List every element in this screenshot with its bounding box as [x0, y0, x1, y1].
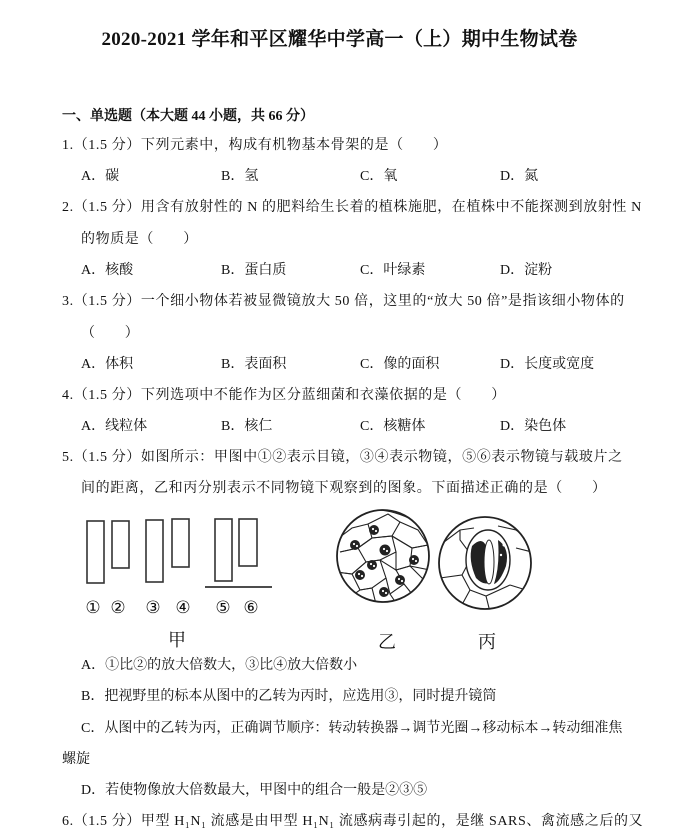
- q5-option-d: D．若使物像放大倍数最大，甲图中的组合一般是②③⑤: [81, 783, 428, 798]
- eyepiece-2: [112, 521, 129, 568]
- numeral-6: ⑥: [243, 598, 259, 617]
- question-1-stem: 1.（1.5 分）下列元素中，构成有机物基本骨架的是（ ）: [62, 138, 448, 153]
- distance-6-lens: [239, 519, 257, 566]
- microscope-figure: [0, 500, 679, 660]
- q5-option-c-cont: 螺旋: [62, 752, 90, 767]
- distance-5-lens: [215, 519, 232, 581]
- q3-option-c: C．像的面积: [360, 357, 440, 372]
- question-4-stem: 4.（1.5 分）下列选项中不能作为区分蓝细菌和衣藻依据的是（ ）: [62, 388, 506, 403]
- view-yi: [336, 510, 430, 606]
- figure-jia: [87, 519, 272, 587]
- q1-option-c: C．氧: [360, 169, 398, 184]
- q3-option-b: B．表面积: [221, 357, 287, 372]
- q5-option-a: A．①比②的放大倍数大，③比④放大倍数小: [81, 658, 358, 673]
- q4-option-b: B．核仁: [221, 419, 273, 434]
- q2-option-c: C．叶绿素: [360, 263, 426, 278]
- exam-title: 2020-2021 学年和平区耀华中学高一（上）期中生物试卷: [101, 29, 578, 50]
- label-yi: 乙: [378, 632, 396, 652]
- label-jia: 甲: [168, 630, 186, 650]
- section-heading: 一、单选题（本大题 44 小题，共 66 分）: [62, 109, 314, 124]
- question-2-stem: 2.（1.5 分）用含有放射性的 N 的肥料给生长着的植株施肥，在植株中不能探测到放射性 N: [62, 200, 642, 215]
- q2-option-b: B．蛋白质: [221, 263, 287, 278]
- view-bing: [439, 517, 532, 612]
- question-5-stem-cont: 间的距离，乙和丙分别表示不同物镜下观察到的图象。下面描述正确的是（ ）: [81, 481, 607, 496]
- numeral-4: ④: [175, 598, 191, 617]
- q5-option-c: C．从图中的乙转为丙，正确调节顺序：转动转换器→调节光圈→移动标本→转动细准焦: [81, 721, 623, 736]
- q4-option-d: D．染色体: [500, 419, 567, 434]
- q4-option-a: A．线粒体: [81, 419, 148, 434]
- question-3-stem: 3.（1.5 分）一个细小物体若被显微镜放大 50 倍，这里的“放大 50 倍”是指该细小物体的: [62, 294, 625, 309]
- numeral-5: ⑤: [215, 598, 231, 617]
- eyepiece-1: [87, 521, 104, 583]
- label-bing: 丙: [478, 632, 496, 652]
- question-6-stem: 6.（1.5 分）甲型 H₁N₁ 流感是由甲型 H₁N₁ 流感病毒引起的，是继 SARS、禽流感之后的又: [62, 814, 644, 829]
- numeral-1: ①: [85, 598, 101, 617]
- q1-option-a: A．碳: [81, 169, 120, 184]
- numeral-2: ②: [110, 598, 126, 617]
- question-5-stem: 5.（1.5 分）如图所示：甲图中①②表示目镜，③④表示物镜，⑤⑥表示物镜与载玻片之: [62, 450, 623, 465]
- q5-option-b: B．把视野里的标本从图中的乙转为丙时，应选用③，同时提升镜筒: [81, 689, 497, 704]
- question-2-stem-cont: 的物质是（ ）: [81, 232, 198, 247]
- objective-4: [172, 519, 189, 567]
- q3-option-a: A．体积: [81, 357, 134, 372]
- q2-option-a: A．核酸: [81, 263, 134, 278]
- q2-option-d: D．淀粉: [500, 263, 553, 278]
- q1-option-d: D．氮: [500, 169, 539, 184]
- q3-option-d: D．长度或宽度: [500, 357, 595, 372]
- numeral-3: ③: [145, 598, 161, 617]
- q4-option-c: C．核糖体: [360, 419, 426, 434]
- objective-3: [146, 520, 163, 582]
- question-3-stem-cont: （ ）: [81, 326, 140, 341]
- q1-option-b: B．氢: [221, 169, 259, 184]
